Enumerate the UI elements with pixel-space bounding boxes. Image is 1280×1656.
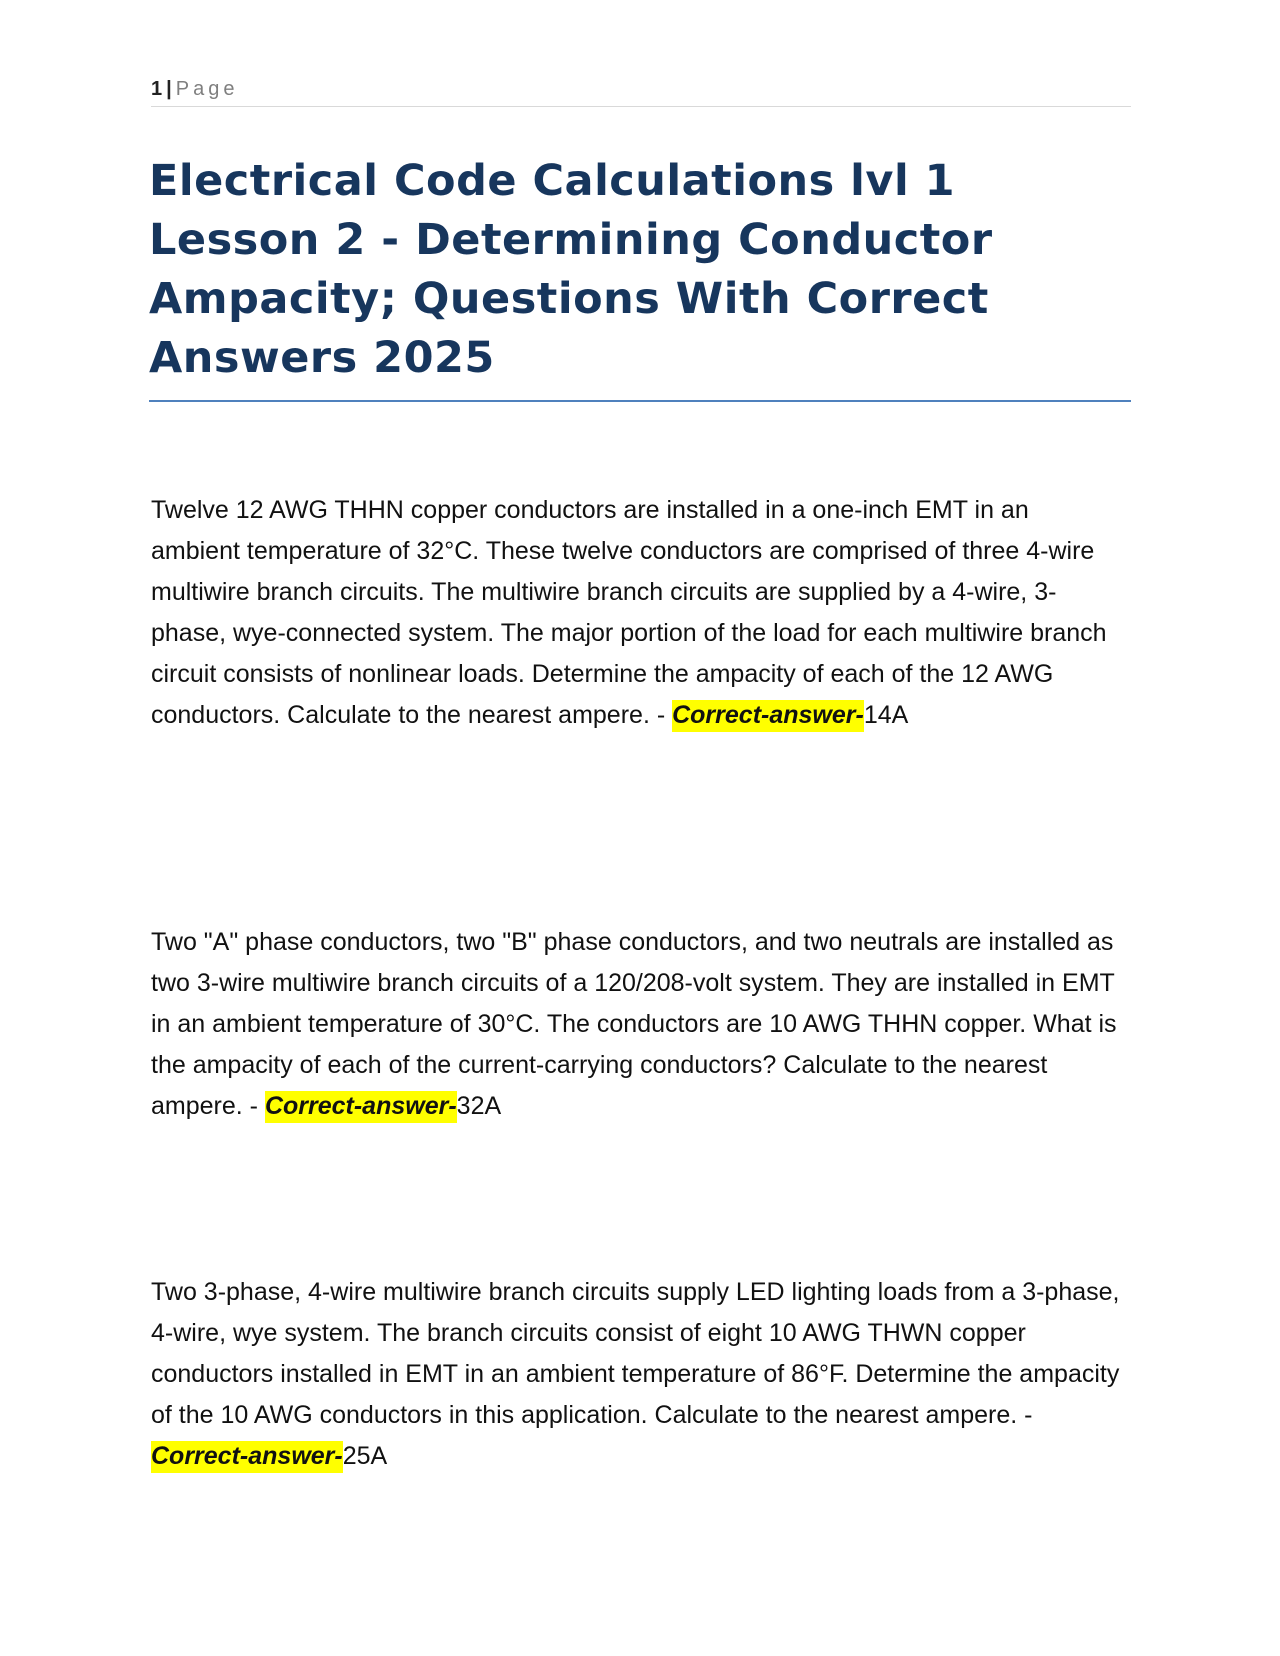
answer-value: 32A [456,1092,502,1120]
page-separator: | [166,78,172,100]
answer-value: 25A [342,1442,388,1470]
question-text: Twelve 12 AWG THHN copper conductors are installed in a one-inch EMT in an ambient temperature of 32°C. These twelve conductors are comprised of three 4-wire multiwire branch circuits. The multiwire branch circuits are supplied by a 4-wire, 3-phase, wye-connected system. The major portion of the load for each multiwire branch circuit consists of nonlinear loads. Determine the ampacity of each of the 12 AWG conductors. Calculate to the nearest ampere. - [151,496,1107,729]
question-block-1 [151,490,1121,736]
question-block-3 [151,1272,1121,1477]
correct-answer-label: Correct-answer- [151,1441,343,1473]
page-label: Page [175,78,239,100]
correct-answer-label: Correct-answer- [265,1091,457,1123]
page-header [151,76,1131,107]
page-number: 1 [151,78,163,100]
question-text: Two 3-phase, 4-wire multiwire branch circuits supply LED lighting loads from a 3-phase, 4-wire, wye system. The branch circuits consist of eight 10 AWG THWN copper conductors installed in EMT in an ambient temperature of 86°F. Determine the ampacity of the 10 AWG conductors in this application. Calculate to the nearest ampere. - [151,1278,1120,1429]
question-text: Two "A" phase conductors, two "B" phase conductors, and two neutrals are installed as two 3-wire multiwire branch circuits of a 120/208-volt system. They are installed in EMT in an ambient temperature of 30°C. The conductors are 10 AWG THHN copper. What is the ampacity of each of the current-carrying conductors? Calculate to the nearest ampere. - [151,928,1117,1120]
document-title: Electrical Code Calculations lvl 1 Lesson 2 - Determining Conductor Ampacity; Questions With Correct Answers 2025 [149,152,1131,402]
correct-answer-label: Correct-answer- [672,700,864,732]
answer-value: 14A [863,701,909,729]
question-block-2 [151,922,1121,1127]
